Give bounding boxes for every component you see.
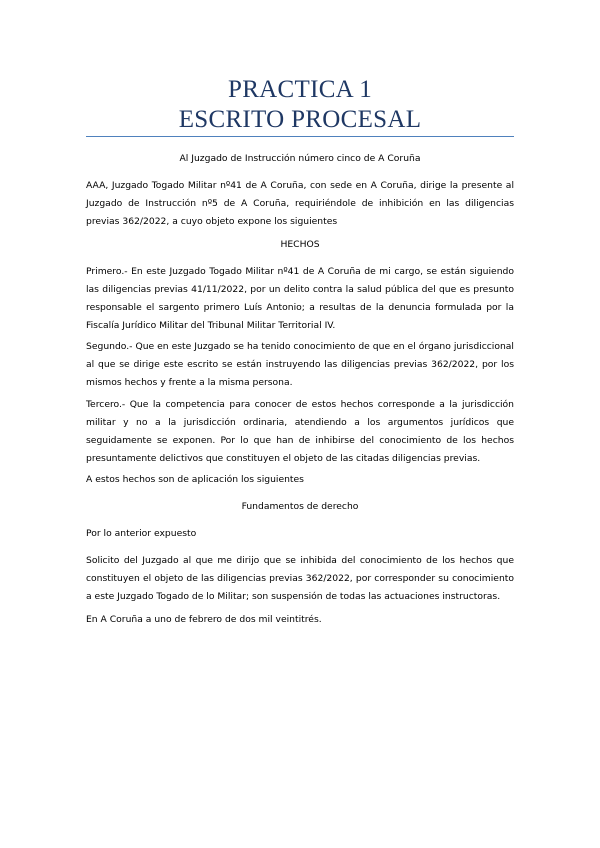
solicito-paragraph: Solicito del Juzgado al que me dirijo que se inhibida del conocimiento de los hechos que constituyen el objeto de las diligencias previas 362/2022, por corresponder su conocimiento a este Juzgado Togado de lo Militar; son suspensión de todas las actuaciones instructoras. <box>86 555 514 602</box>
fundamentos-heading: Fundamentos de derecho <box>241 501 359 512</box>
addressee-line: Al Juzgado de Instrucción número cinco de A Coruña <box>179 153 421 164</box>
aplicacion-line: A estos hechos son de aplicación los siguientes <box>86 474 304 485</box>
tercero-paragraph: Tercero.- Que la competencia para conocer de estos hechos corresponde a la jurisdicción militar y no a la jurisdicción ordinaria, atendiendo a los argumentos jurídicos que seguidamente se exponen. Por lo que han de inhibirse del conocimiento de los hechos presuntamente delictivos que constituyen el objeto de las citadas diligencias previas. <box>86 399 514 464</box>
title-divider <box>86 136 514 137</box>
expuesto-line: Por lo anterior expuesto <box>86 528 197 539</box>
primero-paragraph: Primero.- En este Juzgado Togado Militar nº41 de A Coruña de mi cargo, se están siguiendo las diligencias previas 41/11/2022, por un delito contra la salud pública del que es presunto responsable el sargento primero Luís Antonio; a resultas de la denuncia formulada por la Fiscalía Jurídico Militar del Tribunal Militar Territorial IV. <box>86 266 514 331</box>
document-title-line-1: PRACTICA 1 <box>227 76 372 103</box>
segundo-paragraph: Segundo.- Que en este Juzgado se ha tenido conocimiento de que en el órgano jurisdiccional al que se dirige este escrito se están instruyendo las diligencias previas 362/2022, por los mismos hechos y frente a la misma persona. <box>86 341 514 388</box>
date-line: En A Coruña a uno de febrero de dos mil veintitrés. <box>86 614 322 625</box>
document-title-line-2: ESCRITO PROCESAL <box>178 106 422 133</box>
intro-paragraph: AAA, Juzgado Togado Militar nº41 de A Coruña, con sede en A Coruña, dirige la presente al Juzgado de Instrucción nº5 de A Coruña, requiriéndole de inhibición en las diligencias previas 362/2022, a cuyo objeto expone los siguientes <box>86 180 514 227</box>
hechos-heading: HECHOS <box>280 239 320 250</box>
